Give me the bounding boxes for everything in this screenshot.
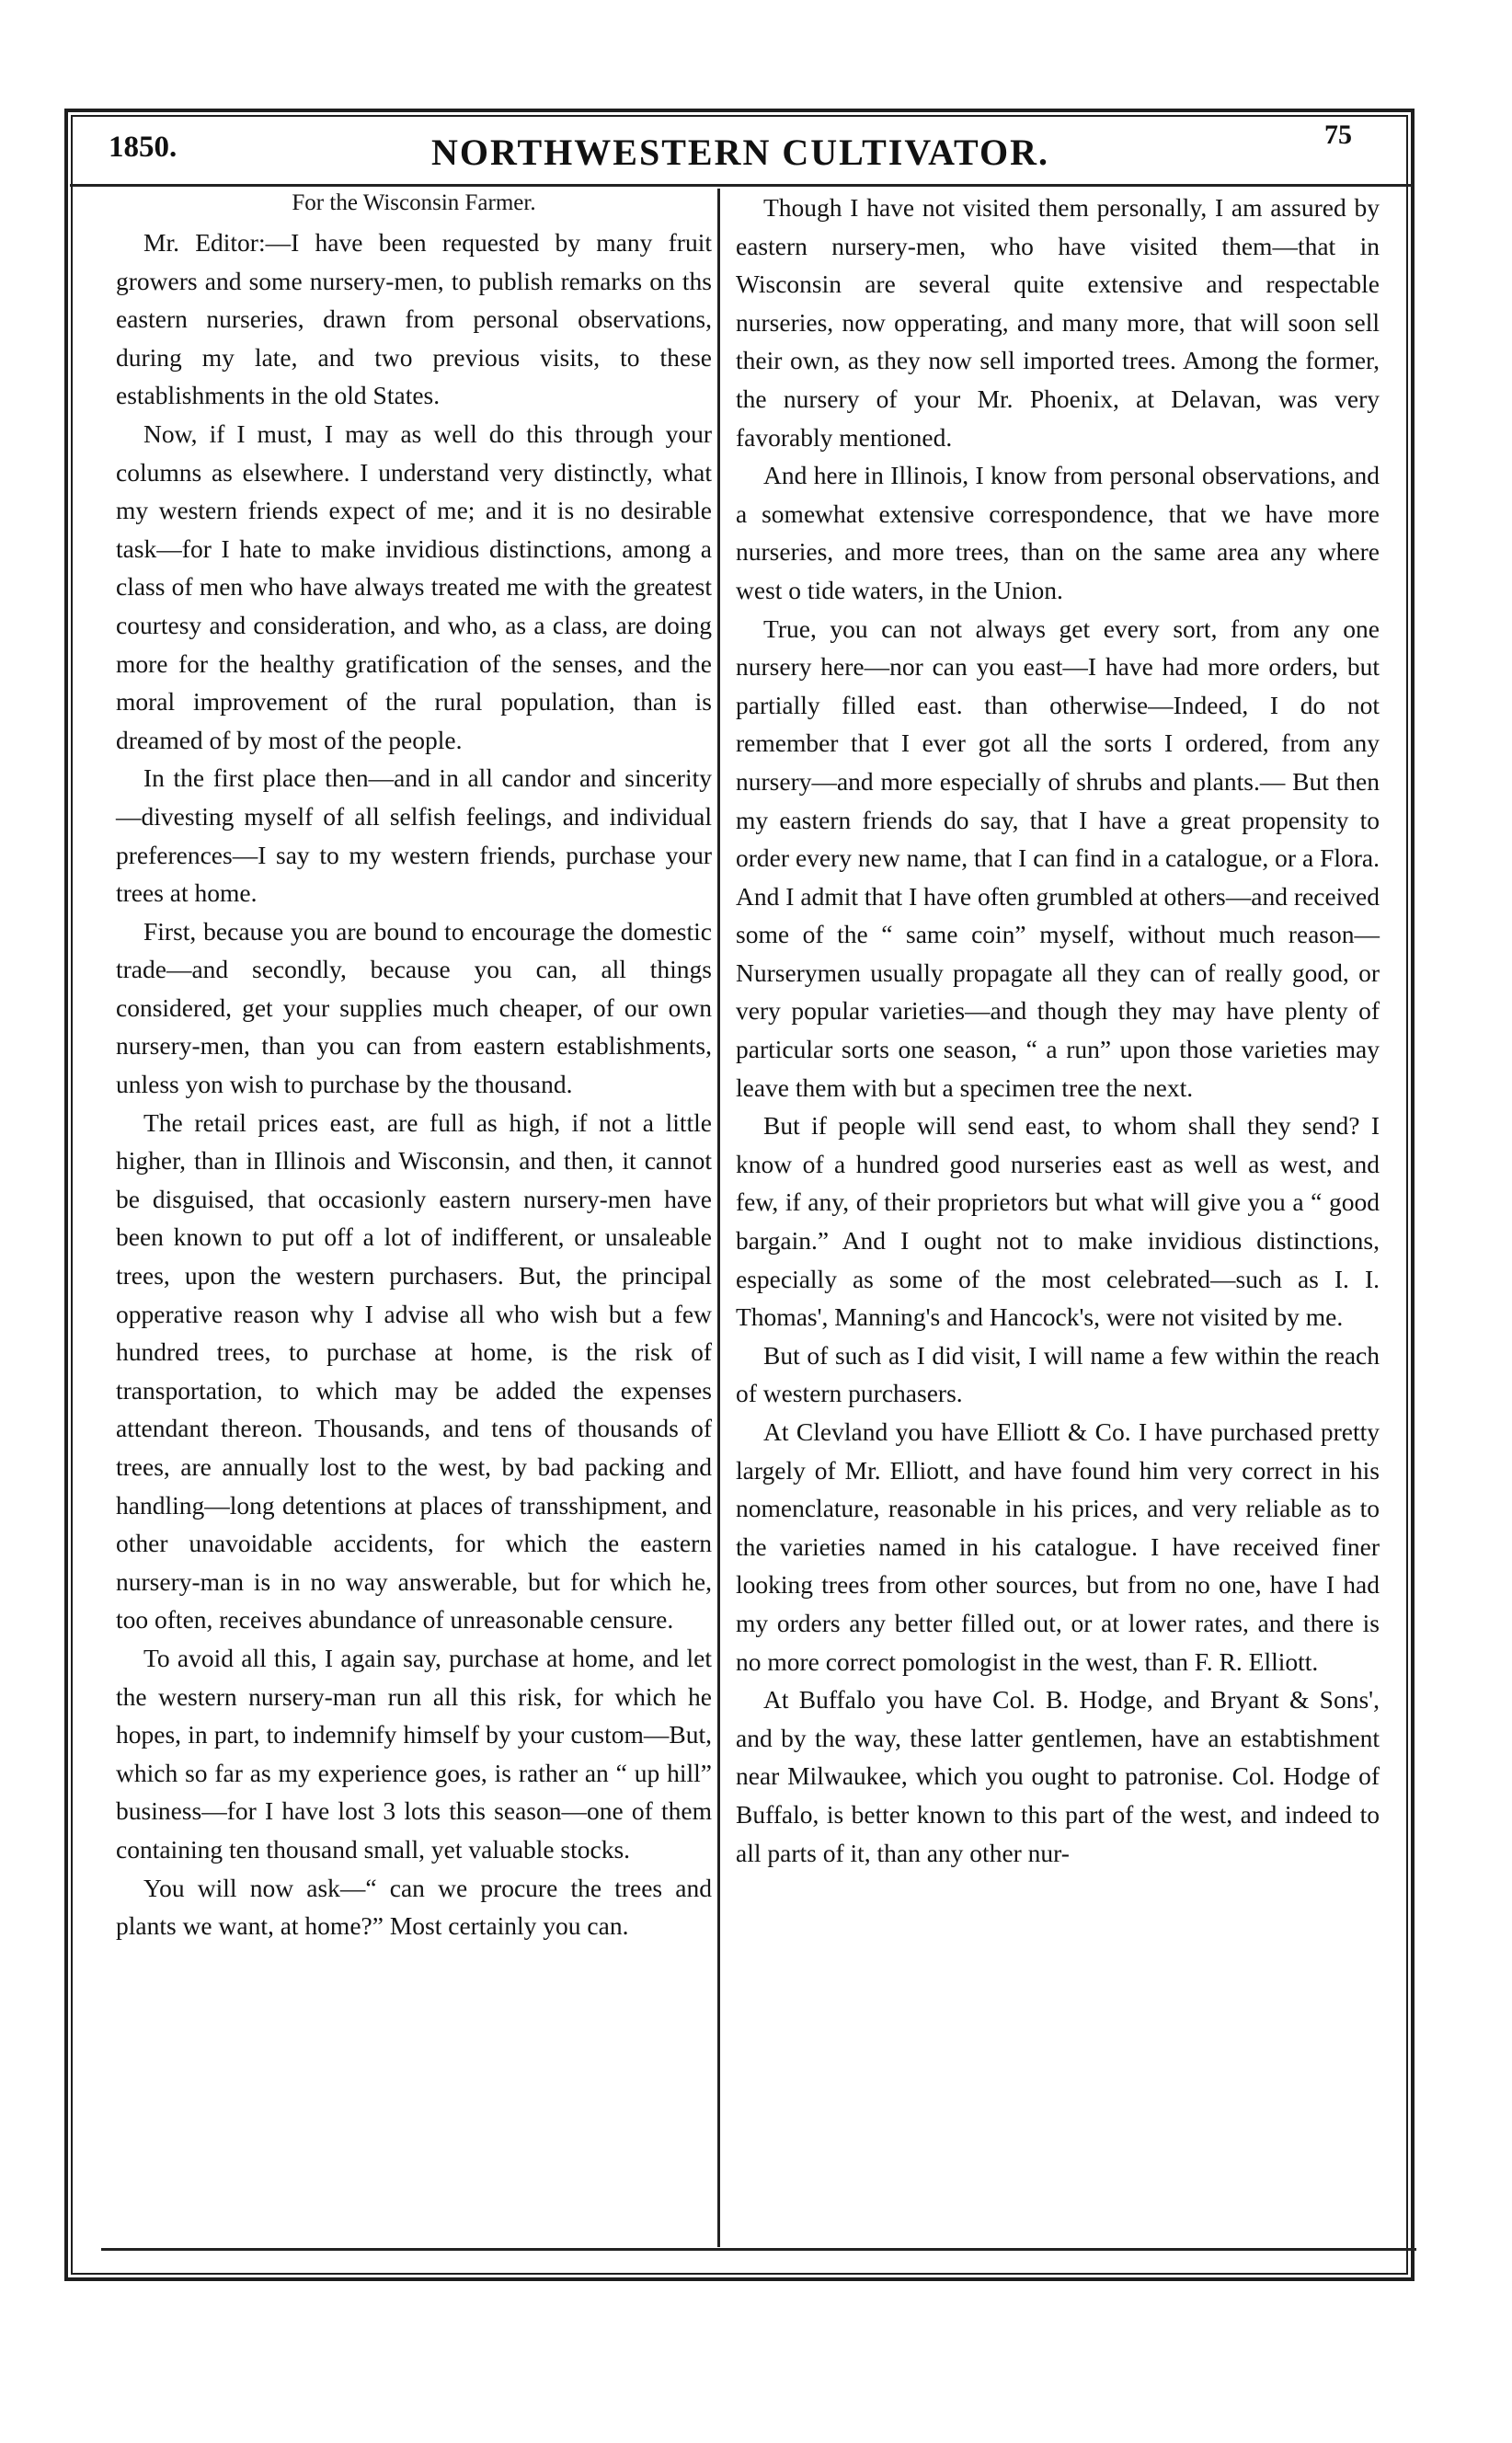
paragraph: You will now ask—“ can we procure the trees and plants we want, at home?” Most certainly you can. <box>116 1873 712 1941</box>
paragraph: And here in Illinois, I know from personal observations, and a somewhat extensive correspondence, that we have more nurseries, and more trees, than on the same area any where west o tide waters, in the Union. <box>736 461 1380 604</box>
right-column <box>736 189 1380 1872</box>
paragraph: At Clevland you have Elliott & Co. I have purchased pretty largely of Mr. Elliott, and have found him very correct in his nomenclature, reasonable in his prices, and very reliable as to the varieties named in his catalogue. I have received finer looking trees from other sources, but from no one, have I had my orders any better filled out, or at lower rates, and there is no more correct pomologist in the west, than F. R. Elliott. <box>736 1417 1380 1676</box>
article-byline: For the Wisconsin Farmer. <box>292 190 536 215</box>
running-head <box>74 120 1407 186</box>
page-number: 75 <box>1324 120 1352 150</box>
paragraph: True, you can not always get every sort, from any one nursery here—nor can you east—I have had more orders, but partially filled east. than otherwise—Indeed, I do not remember that I ever got all the sorts I ordered, from any nursery—and more especially of shrubs and plants.— But then my eastern friends do say, that I have a great propensity to order every new name, that I can find in a catalogue, or a Flora. And I admit that I have often grumbled at others—and received some of the “ same coin” myself, without much reason—Nurserymen usually propagate all they can of really good, or very popular varieties—and though they may have plenty of particular sorts one season, “ a run” upon those varieties may leave them with but a specimen tree the next. <box>736 614 1380 1102</box>
paragraph: First, because you are bound to encourage the domestic trade—and secondly, because you can, all things considered, get your supplies much cheaper, of our own nursery-men, than you can from eastern establishments, unless yon wish to purchase by the thousand. <box>116 916 712 1099</box>
left-column <box>116 189 712 1945</box>
journal-title: NORTHWESTERN CULTIVATOR. <box>431 132 1049 173</box>
paragraph: In the first place then—and in all candor and sincerity—divesting myself of all selfish feelings, and individual preferences—I say to my western friends, purchase your trees at home. <box>116 763 712 908</box>
paragraph: The retail prices east, are full as high, if not a little higher, than in Illinois and Wisconsin, and then, it cannot be disguised, that occasionly eastern nursery-men have been known to put off a lot of indifferent, or unsaleable trees, upon the western purchasers. But, the principal opperative reason why I advise all who wish but a few hundred trees, to purchase at home, is the risk of transportation, to which may be added the expenses attendant thereon. Thousands, and tens of thousands of trees, are annually lost to the west, by bad packing and handling—long detentions at places of transshipment, and other unavoidable accidents, for which the eastern nursery-man is in no way answerable, but for which he, too often, receives abundance of unreasonable censure. <box>116 1107 712 1634</box>
paragraph: To avoid all this, I again say, purchase at home, and let the western nursery-man run all this risk, for which he hopes, in part, to indemnify himself by your custom—But, which so far as my experience goes, is rather an “ up hill” business—for I have lost 3 lots this season—one of them containing ten thousand small, yet valuable stocks. <box>116 1643 712 1864</box>
bottom-rule <box>101 2248 1416 2251</box>
header-year: 1850. <box>109 131 178 164</box>
paragraph: At Buffalo you have Col. B. Hodge, and Bryant & Sons', and by the way, these latter gentlemen, have an estabtishment near Milwaukee, which you ought to patronise. Col. Hodge of Buffalo, is better known to this part of the west, and indeed to all parts of it, than any other nur- <box>736 1685 1380 1867</box>
paragraph: Mr. Editor:—I have been requested by many fruit growers and some nursery-men, to publish remarks on ths eastern nurseries, drawn from personal observations, during my late, and two previous visits, to these establishments in the old States. <box>116 228 712 410</box>
paragraph: Though I have not visited them personally, I am assured by eastern nursery-men, who have visited them—that in Wisconsin are several quite extensive and respectable nurseries, now opperating, and many more, that will soon sell their own, as they now sell imported trees. Among the former, the nursery of your Mr. Phoenix, at Delavan, was very favorably mentioned. <box>736 193 1380 452</box>
paragraph: But if people will send east, to whom shall they send? I know of a hundred good nurseries east as well as west, and few, if any, of their proprietors but what will give you a “ good bargain.” And I ought not to make invidious distinctions, especially as some of the most celebrated—such as I. I. Thomas', Manning's and Hancock's, were not visited by me. <box>736 1111 1380 1332</box>
paragraph: But of such as I did visit, I will name a few within the reach of western purchasers. <box>736 1340 1380 1408</box>
paragraph: Now, if I must, I may as well do this through your columns as elsewhere. I understand very distinctly, what my western friends expect of me; and it is no desirable task—for I hate to make invidious distinctions, among a class of men who have always treated me with the greatest courtesy and consideration, and who, as a class, are doing more for the healthy gratification of the senses, and the moral improvement of the rural population, than is dreamed of by most of the people. <box>116 419 712 754</box>
header-rule <box>70 184 1413 187</box>
column-divider <box>717 189 720 2247</box>
